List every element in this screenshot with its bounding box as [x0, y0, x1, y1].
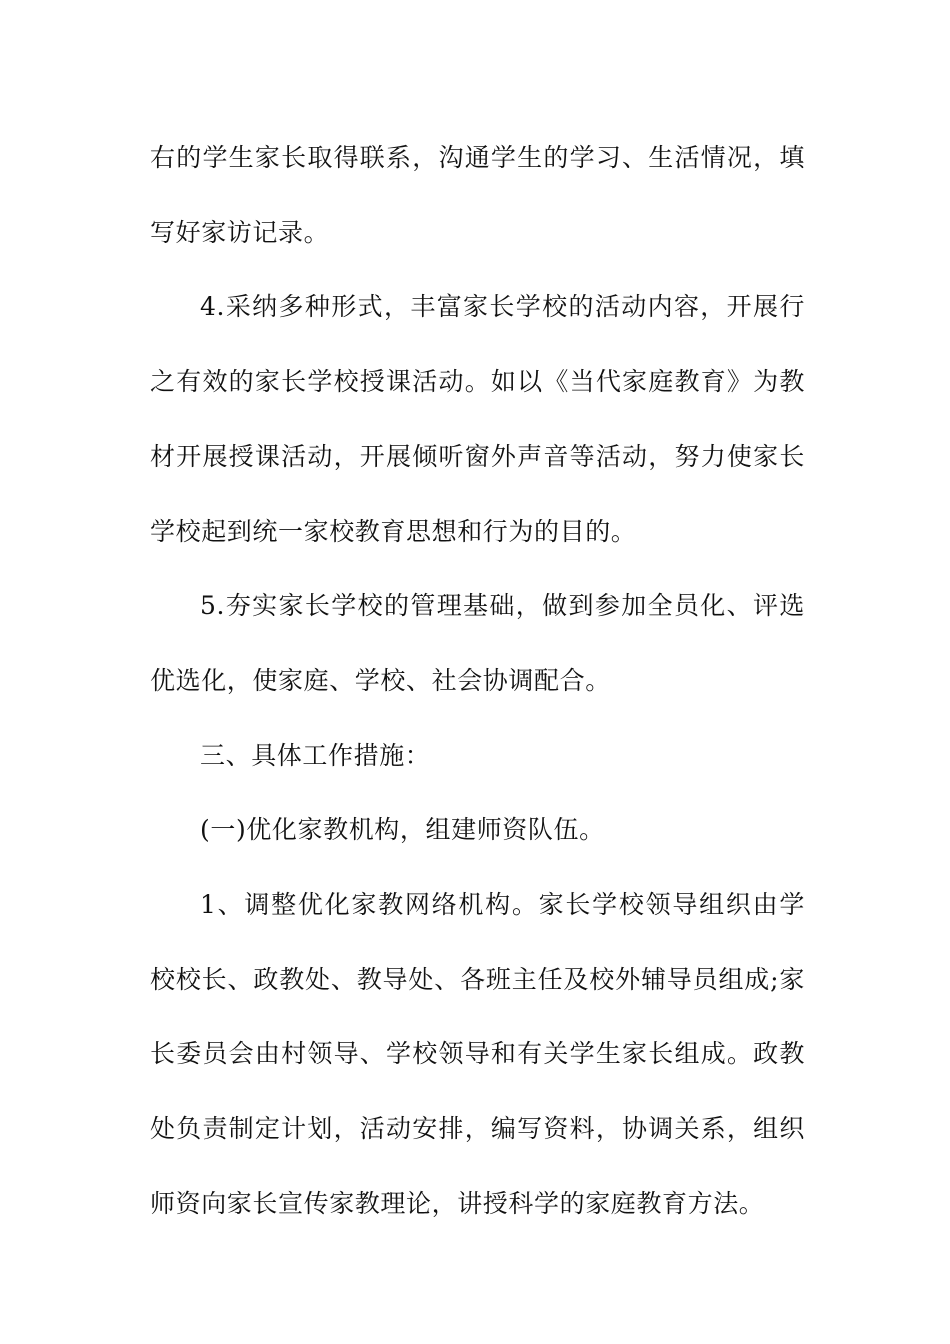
- paragraph-item-5: 5.夯实家长学校的管理基础，做到参加全员化、评选优选化，使家庭、学校、社会协调配合。: [150, 591, 805, 695]
- subsection-heading-1: (一)优化家教机构，组建师资队伍。: [200, 815, 605, 845]
- document-body: [150, 121, 805, 1242]
- paragraph-continuation: 右的学生家长取得联系，沟通学生的学习、生活情况，填写好家访记录。: [150, 143, 805, 247]
- paragraph-measure-1: 1、调整优化家教网络机构。家长学校领导组织由学校校长、政教处、教导处、各班主任及校外辅导员组成;家长委员会由村领导、学校领导和有关学生家长组成。政教处负责制定计划，活动安排，编写资料，协调关系，组织师资向家长宣传家教理论，讲授科学的家庭教育方法。: [150, 890, 805, 1218]
- paragraph-item-4: 4.采纳多种形式，丰富家长学校的活动内容，开展行之有效的家长学校授课活动。如以《当代家庭教育》为教材开展授课活动，开展倾听窗外声音等活动，努力使家长学校起到统一家校教育思想和行为的目的。: [150, 292, 805, 546]
- section-heading-measures: 三、具体工作措施：: [200, 740, 431, 770]
